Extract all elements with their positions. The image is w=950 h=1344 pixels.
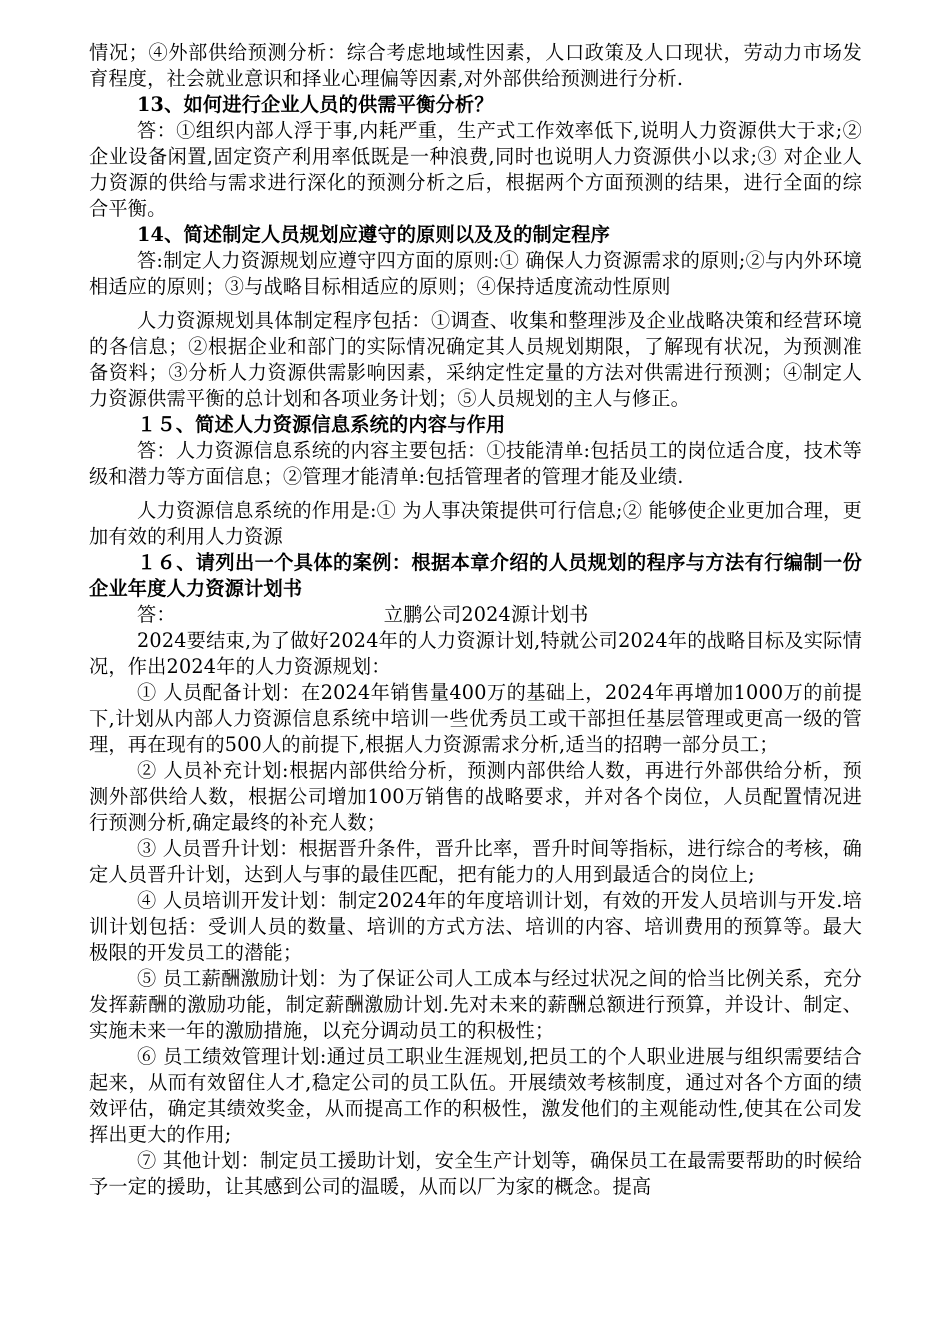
plan-item-5: ⑤ 员工薪酬激励计划：为了保证公司人工成本与经过状况之间的恰当比例关系，充分发挥薪酬的激励功能，制定薪酬激励计划.先对未来的薪酬总额进行预算，并设计、制定、实施未来一年的激励措施，以充分调动员工的积极性； (89, 967, 862, 1042)
answer-q14-principles: 答:制定人力资源规划应遵守四方面的原则:① 确保人力资源需求的原则;②与内外环境相适应的原则；③与战略目标相适应的原则；④保持适度流动性原则 (89, 249, 862, 298)
answer-title-line (89, 602, 862, 628)
answer-q13: 答：①组织内部人浮于事,内耗严重，生产式工作效率低下,说明人力资源供大于求;② 企业设备闲置,固定资产利用率低既是一种浪费,同时也说明人力资源供小以求;③ 对企业人力资源的供给与需求进行深化的预测分析之后，根据两个方面预测的结果，进行全面的综合平衡。 (89, 119, 862, 220)
plan-item-7: ⑦ 其他计划：制定员工援助计划，安全生产计划等，确保员工在最需要帮助的时候给予一定的援助，让其感到公司的温暖，从而以厂为家的概念。提高 (89, 1149, 862, 1198)
answer-q15-function: 人力资源信息系统的作用是:① 为人事决策提供可行信息;② 能够使企业更加合理，更加有效的利用人力资源 (89, 499, 862, 548)
heading-q16: １６、请列出一个具体的案例：根据本章介绍的人员规划的程序与方法有行编制一份企业年度人力资源计划书 (89, 551, 862, 600)
answer-label: 答： (137, 603, 176, 626)
plan-intro: 2024要结束,为了做好2024年的人力资源计划,特就公司2024年的战略目标及实际情况，作出2024年的人力资源规划： (89, 629, 862, 678)
answer-q14-procedure: 人力资源规划具体制定程序包括：①调查、收集和整理涉及企业战略决策和经营环境的各信息；②根据企业和部门的实际情况确定其人员规划期限，了解现有状况，为预测准备资料；③分析人力资源供需影响因素，采纳定性定量的方法对供需进行预测；④制定人力资源供需平衡的总计划和各项业务计划；⑤人员规划的主人与修正。 (89, 309, 862, 410)
plan-item-1: ① 人员配备计划：在2024年销售量400万的基础上，2024年再增加1000万的前提下,计划从内部人力资源信息系统中培训一些优秀员工或干部担任基层管理或更高一级的管理，再在现有的500人的前提下,根据人力资源需求分析,适当的招聘一部分员工； (89, 681, 862, 756)
spacer (89, 490, 862, 498)
heading-q13: 13、如何进行企业人员的供需平衡分析？ (137, 93, 494, 116)
spacer (89, 300, 862, 308)
plan-item-3: ③ 人员晋升计划：根据晋升条件，晋升比率，晋升时间等指标，进行综合的考核，确定人员晋升计划，达到人与事的最佳匹配，把有能力的人用到最适合的岗位上; (89, 837, 862, 886)
answer-q15-content: 答：人力资源信息系统的内容主要包括：①技能清单:包括员工的岗位适合度，技术等级和潜力等方面信息；②管理才能清单:包括管理者的管理才能及业绩. (89, 439, 862, 488)
heading-q14: 14、简述制定人员规划应遵守的原则以及及的制定程序 (137, 223, 611, 246)
plan-item-6: ⑥ 员工绩效管理计划:通过员工职业生涯规划,把员工的个人职业进展与组织需要结合起来，从而有效留住人才,稳定公司的员工队伍。开展绩效考核制度，通过对各个方面的绩效评估，确定其绩效奖金，从而提高工作的积极性，激发他们的主观能动性,使其在公司发挥出更大的作用; (89, 1045, 862, 1146)
paragraph-continuation: 情况；④外部供给预测分析：综合考虑地域性因素，人口政策及人口现状，劳动力市场发育程度，社会就业意识和择业心理偏等因素,对外部供给预测进行分析. (89, 41, 862, 90)
heading-q15: １５、简述人力资源信息系统的内容与作用 (137, 413, 506, 436)
plan-item-4: ④ 人员培训开发计划：制定2024年的年度培训计划，有效的开发人员培训与开发.培训计划包括：受训人员的数量、培训的方式方法、培训的内容、培训费用的预算等。最大极限的开发员工的潜能； (89, 889, 862, 964)
plan-item-2: ② 人员补充计划:根据内部供给分析，预测内部供给人数，再进行外部供给分析，预测外部供给人数，根据公司增加100万销售的战略要求，并对各个岗位，人员配置情况进行预测分析,确定最终的补充人数； (89, 759, 862, 834)
plan-title: 立鹏公司2024源计划书 (383, 603, 589, 626)
